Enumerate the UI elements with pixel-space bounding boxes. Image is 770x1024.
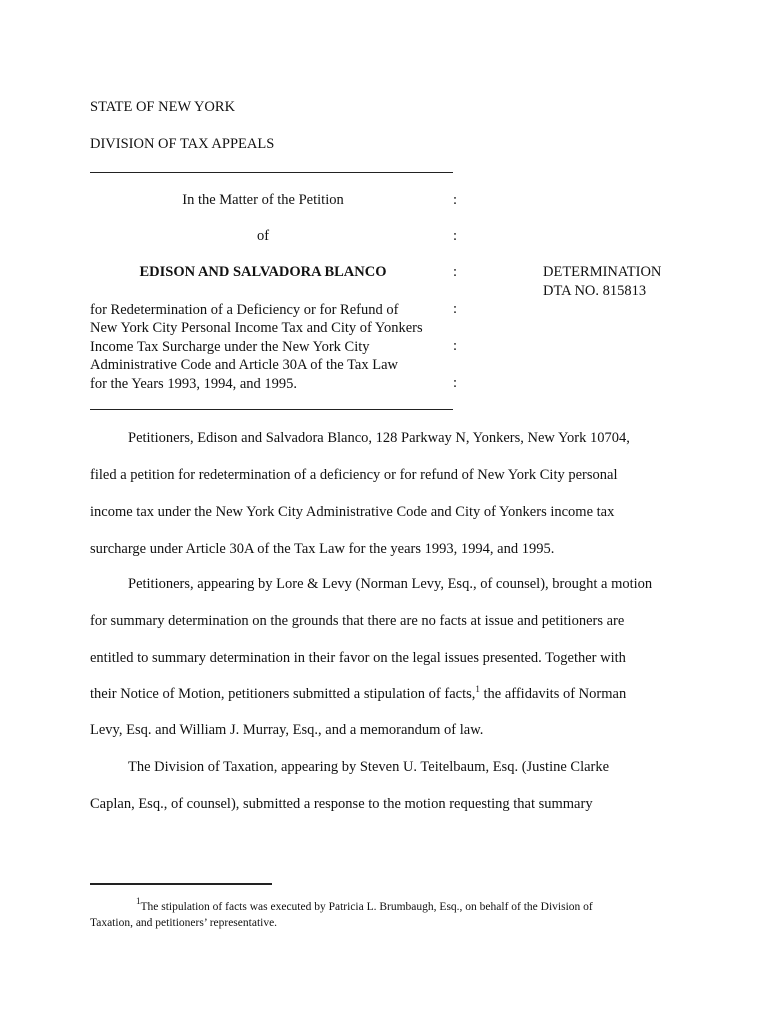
state-heading: STATE OF NEW YORK xyxy=(90,99,236,115)
dta-number: DTA NO. 815813 xyxy=(543,283,647,299)
caption-top-rule xyxy=(90,172,453,173)
body-line: Petitioners, appearing by Lore & Levy (Norman Levy, Esq., of counsel), brought a motion xyxy=(128,576,653,592)
caption-colon: : xyxy=(453,338,458,354)
petitioner-names: EDISON AND SALVADORA BLANCO xyxy=(139,264,387,280)
caption-purpose-line: New York City Personal Income Tax and City of Yonkers xyxy=(90,320,423,336)
body-line: The Division of Taxation, appearing by Steven U. Teitelbaum, Esq. (Justine Clarke xyxy=(128,759,610,775)
body-line-text: the affidavits of Norman xyxy=(479,686,627,702)
caption-purpose-line: Administrative Code and Article 30A of the Tax Law xyxy=(90,357,398,373)
of-line: of xyxy=(256,228,270,244)
footnote-text: The stipulation of facts was executed by Patricia L. Brumbaugh, Esq., on behalf of the Division of xyxy=(140,901,593,913)
caption-colon: : xyxy=(453,228,458,244)
body-line-text: their Notice of Motion, petitioners submitted a stipulation of facts, xyxy=(90,686,476,702)
division-heading: DIVISION OF TAX APPEALS xyxy=(90,136,275,152)
caption-bottom-rule xyxy=(90,409,453,410)
body-line: Levy, Esq. and William J. Murray, Esq., and a memorandum of law. xyxy=(90,722,484,738)
body-line: Caplan, Esq., of counsel), submitted a response to the motion requesting that summary xyxy=(90,796,593,812)
caption-purpose-line: Income Tax Surcharge under the New York City xyxy=(90,339,370,355)
caption-colon: : xyxy=(453,264,458,280)
footnote-reference: 1 xyxy=(475,684,480,694)
body-line: filed a petition for redetermination of a deficiency or for refund of New York City personal xyxy=(90,467,618,483)
matter-line: In the Matter of the Petition xyxy=(182,192,344,208)
body-line: for summary determination on the grounds that there are no facts at issue and petitioners are xyxy=(90,613,625,629)
footnote-separator xyxy=(90,883,272,885)
caption-purpose-line: for Redetermination of a Deficiency or for Refund of xyxy=(90,302,399,318)
body-line-with-footnote xyxy=(90,686,626,703)
body-line: income tax under the New York City Administrative Code and City of Yonkers income tax xyxy=(90,504,615,520)
caption-colon: : xyxy=(453,301,458,317)
body-line: Petitioners, Edison and Salvadora Blanco, 128 Parkway N, Yonkers, New York 10704, xyxy=(128,430,630,446)
body-line: surcharge under Article 30A of the Tax Law for the years 1993, 1994, and 1995. xyxy=(90,541,555,557)
caption-purpose-line: for the Years 1993, 1994, and 1995. xyxy=(90,376,298,392)
footnote-marker: 1 xyxy=(136,896,141,906)
document-type: DETERMINATION xyxy=(543,264,662,280)
footnote-second-line: Taxation, and petitioners’ representative. xyxy=(90,917,278,929)
body-line: entitled to summary determination in their favor on the legal issues presented. Together with xyxy=(90,650,626,666)
caption-colon: : xyxy=(453,375,458,391)
caption-colon: : xyxy=(453,192,458,208)
footnote-first-line xyxy=(136,896,593,913)
